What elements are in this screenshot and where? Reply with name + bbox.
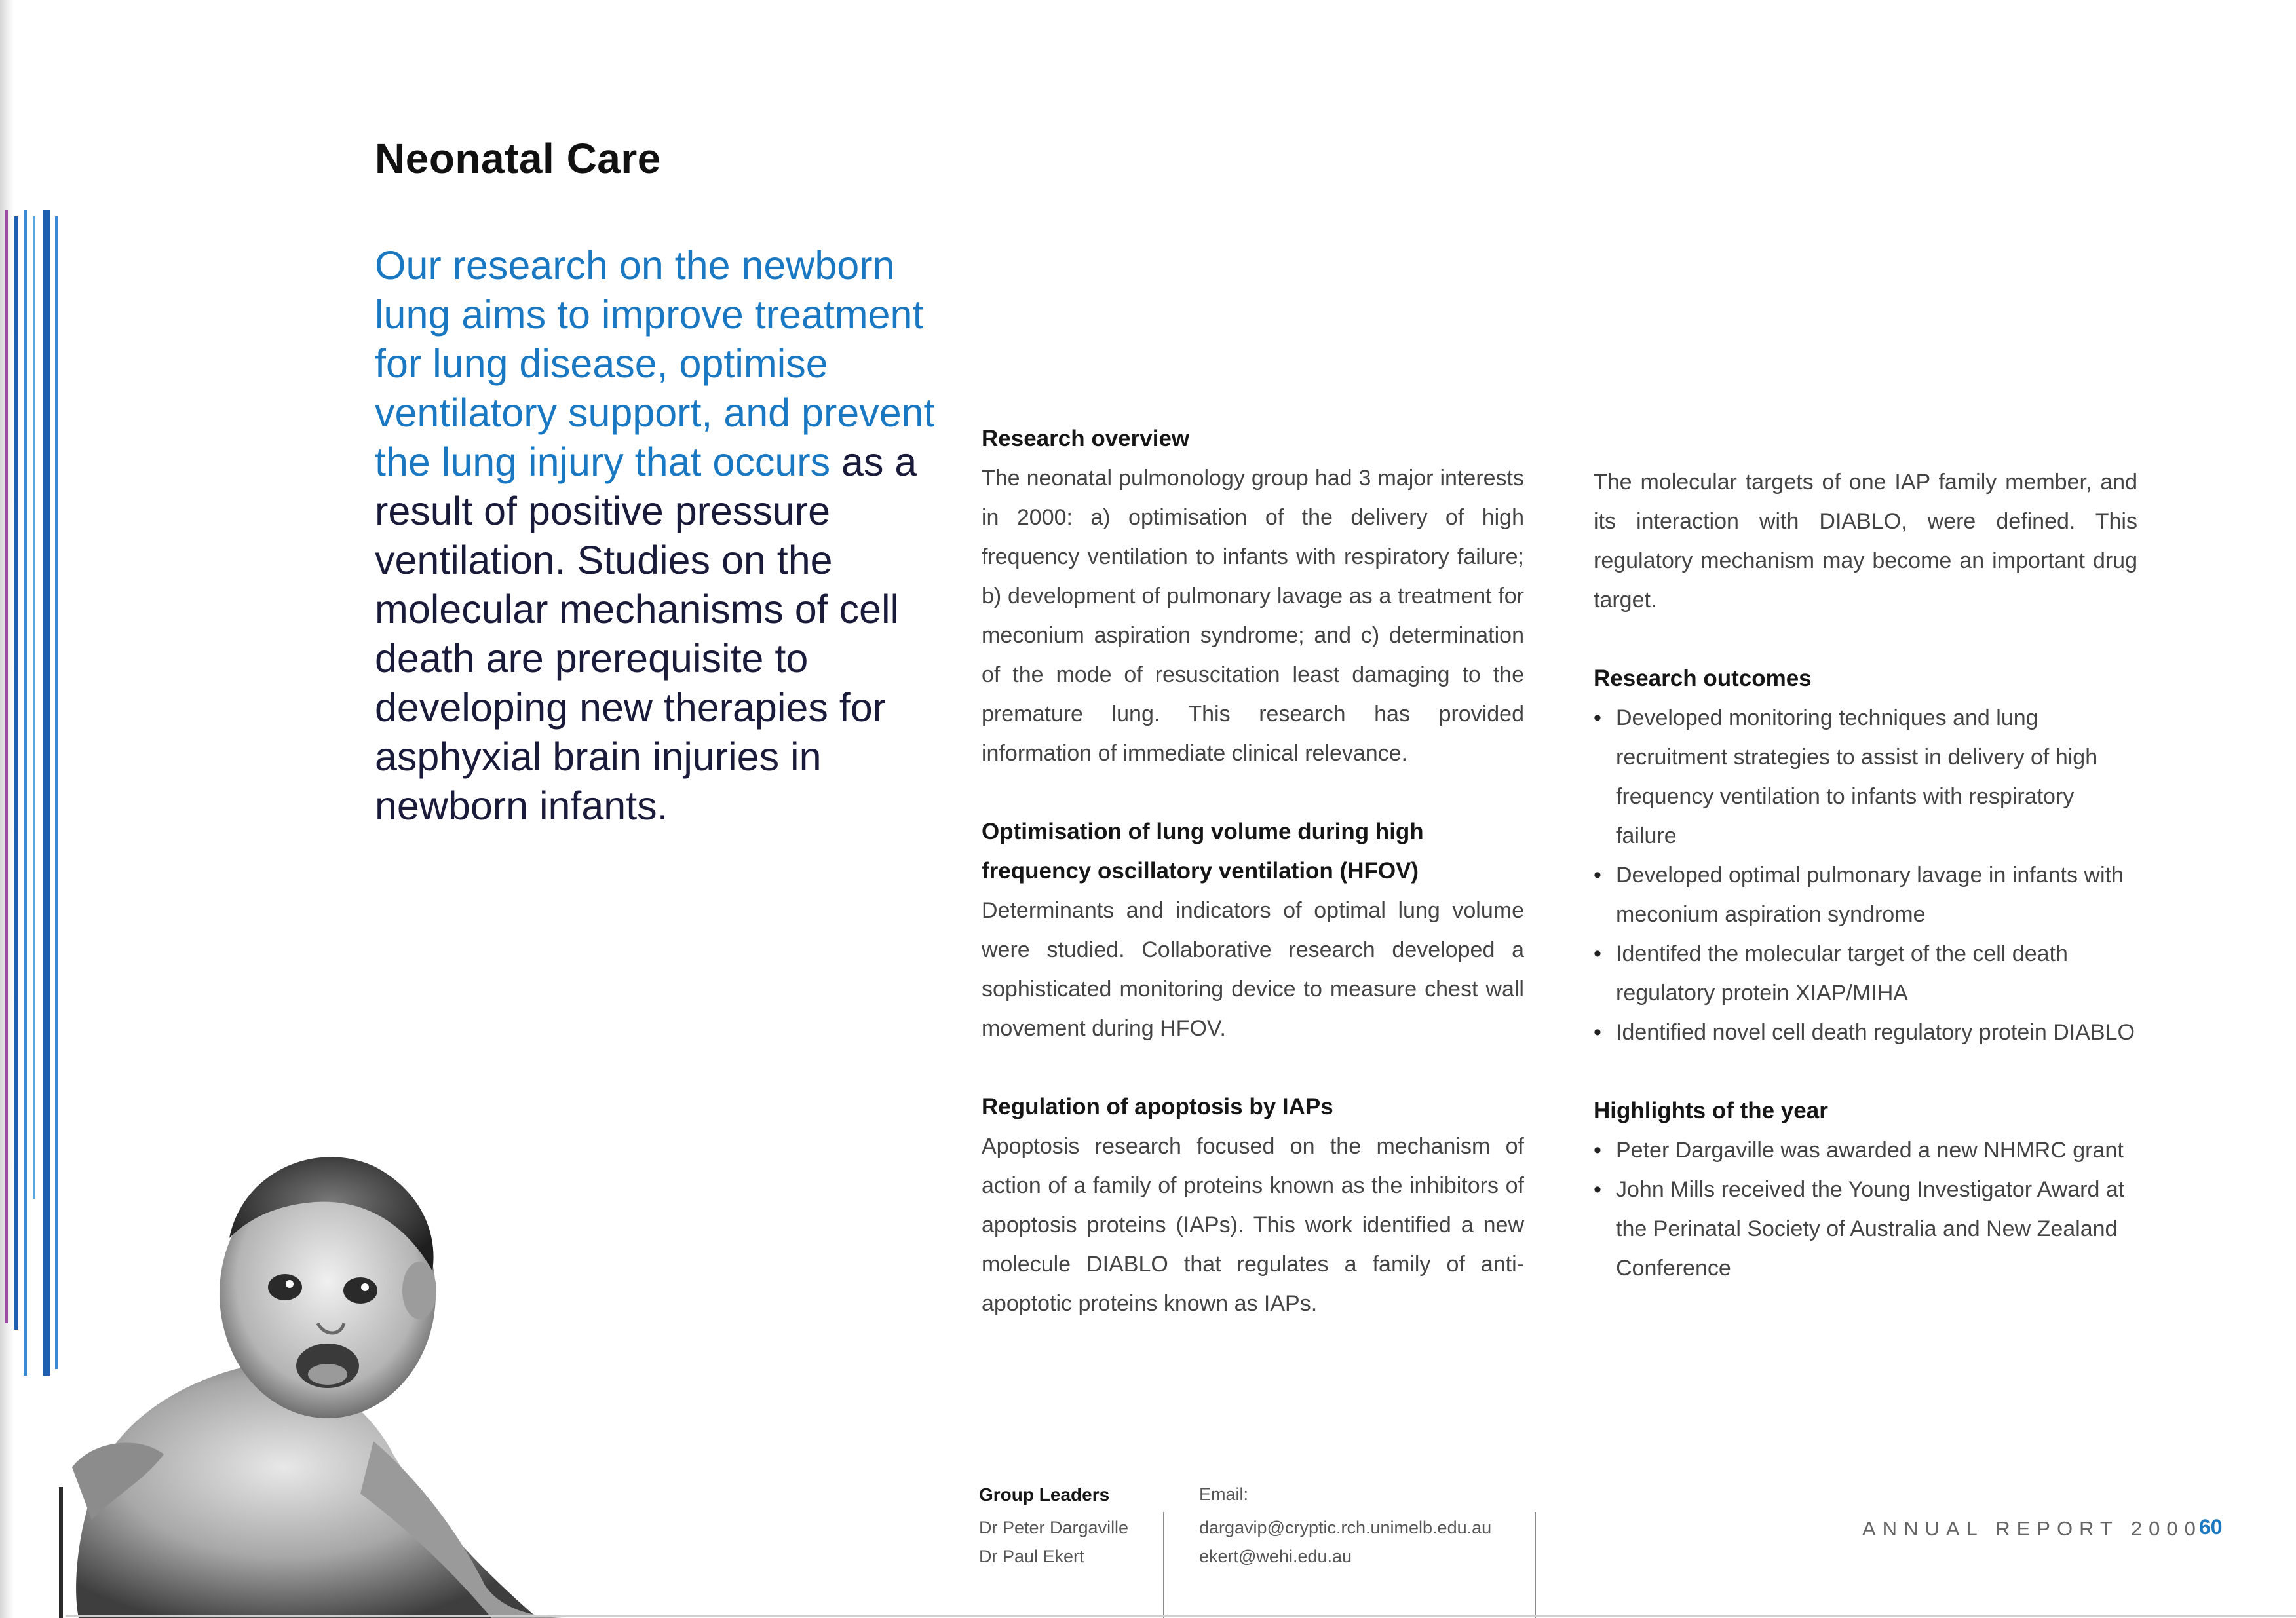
list-item: • Identifed the molecular target of the cell death regulatory protein XIAP/MIHA [1594,934,2137,1013]
group-leaders-label: Group Leaders [979,1484,1110,1505]
binding-stripe [59,1487,63,1618]
binding-stripe [5,210,8,1323]
middle-column [982,419,1524,1323]
leader-name: Dr Paul Ekert [979,1547,1084,1566]
research-overview-text: The neonatal pulmonology group had 3 major interests in 2000: a) optimisation of the delivery of high frequency ventilation to infants with respiratory failure; b) development of pulmonary lavage as a treatment for meconium aspiration syndrome; and c) determination of the mode of resuscitation least damaging to the premature lung. This research has provided information of immediate clinical relevance. [982,466,1524,766]
email-link[interactable]: ekert@wehi.edu.au [1199,1547,1352,1566]
leader-name: Dr Peter Dargaville [979,1518,1129,1537]
lung-volume-heading: Optimisation of lung volume during high frequency oscillatory ventilation (HFOV) [982,819,1424,884]
page-title: Neonatal Care [375,135,661,182]
email-list [1199,1513,1491,1571]
binding-stripe [33,216,35,1199]
baby-photo [66,1127,629,1618]
highlights-heading: Highlights of the year [1594,1098,1828,1123]
research-outcomes-list [1594,698,2137,1052]
highlights-list [1594,1131,2137,1288]
intro-highlight: Our research on the newborn lung aims to improve treatment for lung disease, optimise ventilatory support, and prevent the lung injury that occurs [375,243,935,484]
binding-stripe [24,210,27,1376]
lung-volume-text: Determinants and indicators of optimal lung volume were studied. Collaborative research developed a sophisticated monitoring device to measure chest wall movement during HFOV. [982,898,1524,1041]
group-leaders-list [979,1513,1128,1571]
baby-ear [402,1262,436,1319]
annual-report-label: ANNUAL REPORT 2000 [1862,1517,2202,1540]
apoptosis-text: Apoptosis research focused on the mechanism of action of a family of proteins known as the inhibitors of apoptosis proteins (IAPs). This work identified a new molecule DIABLO that regulates a family of anti-apoptotic proteins known as IAPs. [982,1134,1524,1316]
list-item: • Identified novel cell death regulatory protein DIABLO [1594,1013,2137,1052]
page-bottom-edge [66,1615,2296,1617]
footer-divider [1163,1512,1164,1618]
intro-text: as a result of positive pressure ventilation. Studies on the molecular mechanisms of cell death are prerequisite to developing new therapies for asphyxial brain injuries in newborn infants. [375,440,917,828]
research-overview-heading: Research overview [982,426,1190,451]
right-column [1594,462,2137,1288]
email-link[interactable]: dargavip@cryptic.rch.unimelb.edu.au [1199,1518,1492,1537]
research-outcomes-heading: Research outcomes [1594,666,1812,691]
baby-eye-left [268,1274,302,1300]
binding-stripe [43,210,50,1376]
page-binding-edge [0,0,72,1618]
baby-eye-right [343,1277,377,1304]
email-label: Email: [1199,1484,1249,1504]
list-item: • Developed monitoring techniques and lung recruitment strategies to assist in delivery of high frequency ventilation to infants with respiratory failure [1594,698,2137,856]
footer-divider [1535,1512,1536,1618]
list-item: • John Mills received the Young Investigator Award at the Perinatal Society of Australia and New Zealand Conference [1594,1170,2137,1288]
iap-continued-text: The molecular targets of one IAP family member, and its interaction with DIABLO, were defined. This regulatory mechanism may become an important drug target. [1594,470,2137,612]
intro-statement [375,241,938,831]
binding-stripe [55,216,58,1369]
binding-stripe [14,216,18,1330]
apoptosis-heading: Regulation of apoptosis by IAPs [982,1094,1333,1119]
list-item: • Developed optimal pulmonary lavage in infants with meconium aspiration syndrome [1594,856,2137,934]
page-number: 60 [2199,1515,2223,1539]
list-item: • Peter Dargaville was awarded a new NHMRC grant [1594,1131,2137,1170]
